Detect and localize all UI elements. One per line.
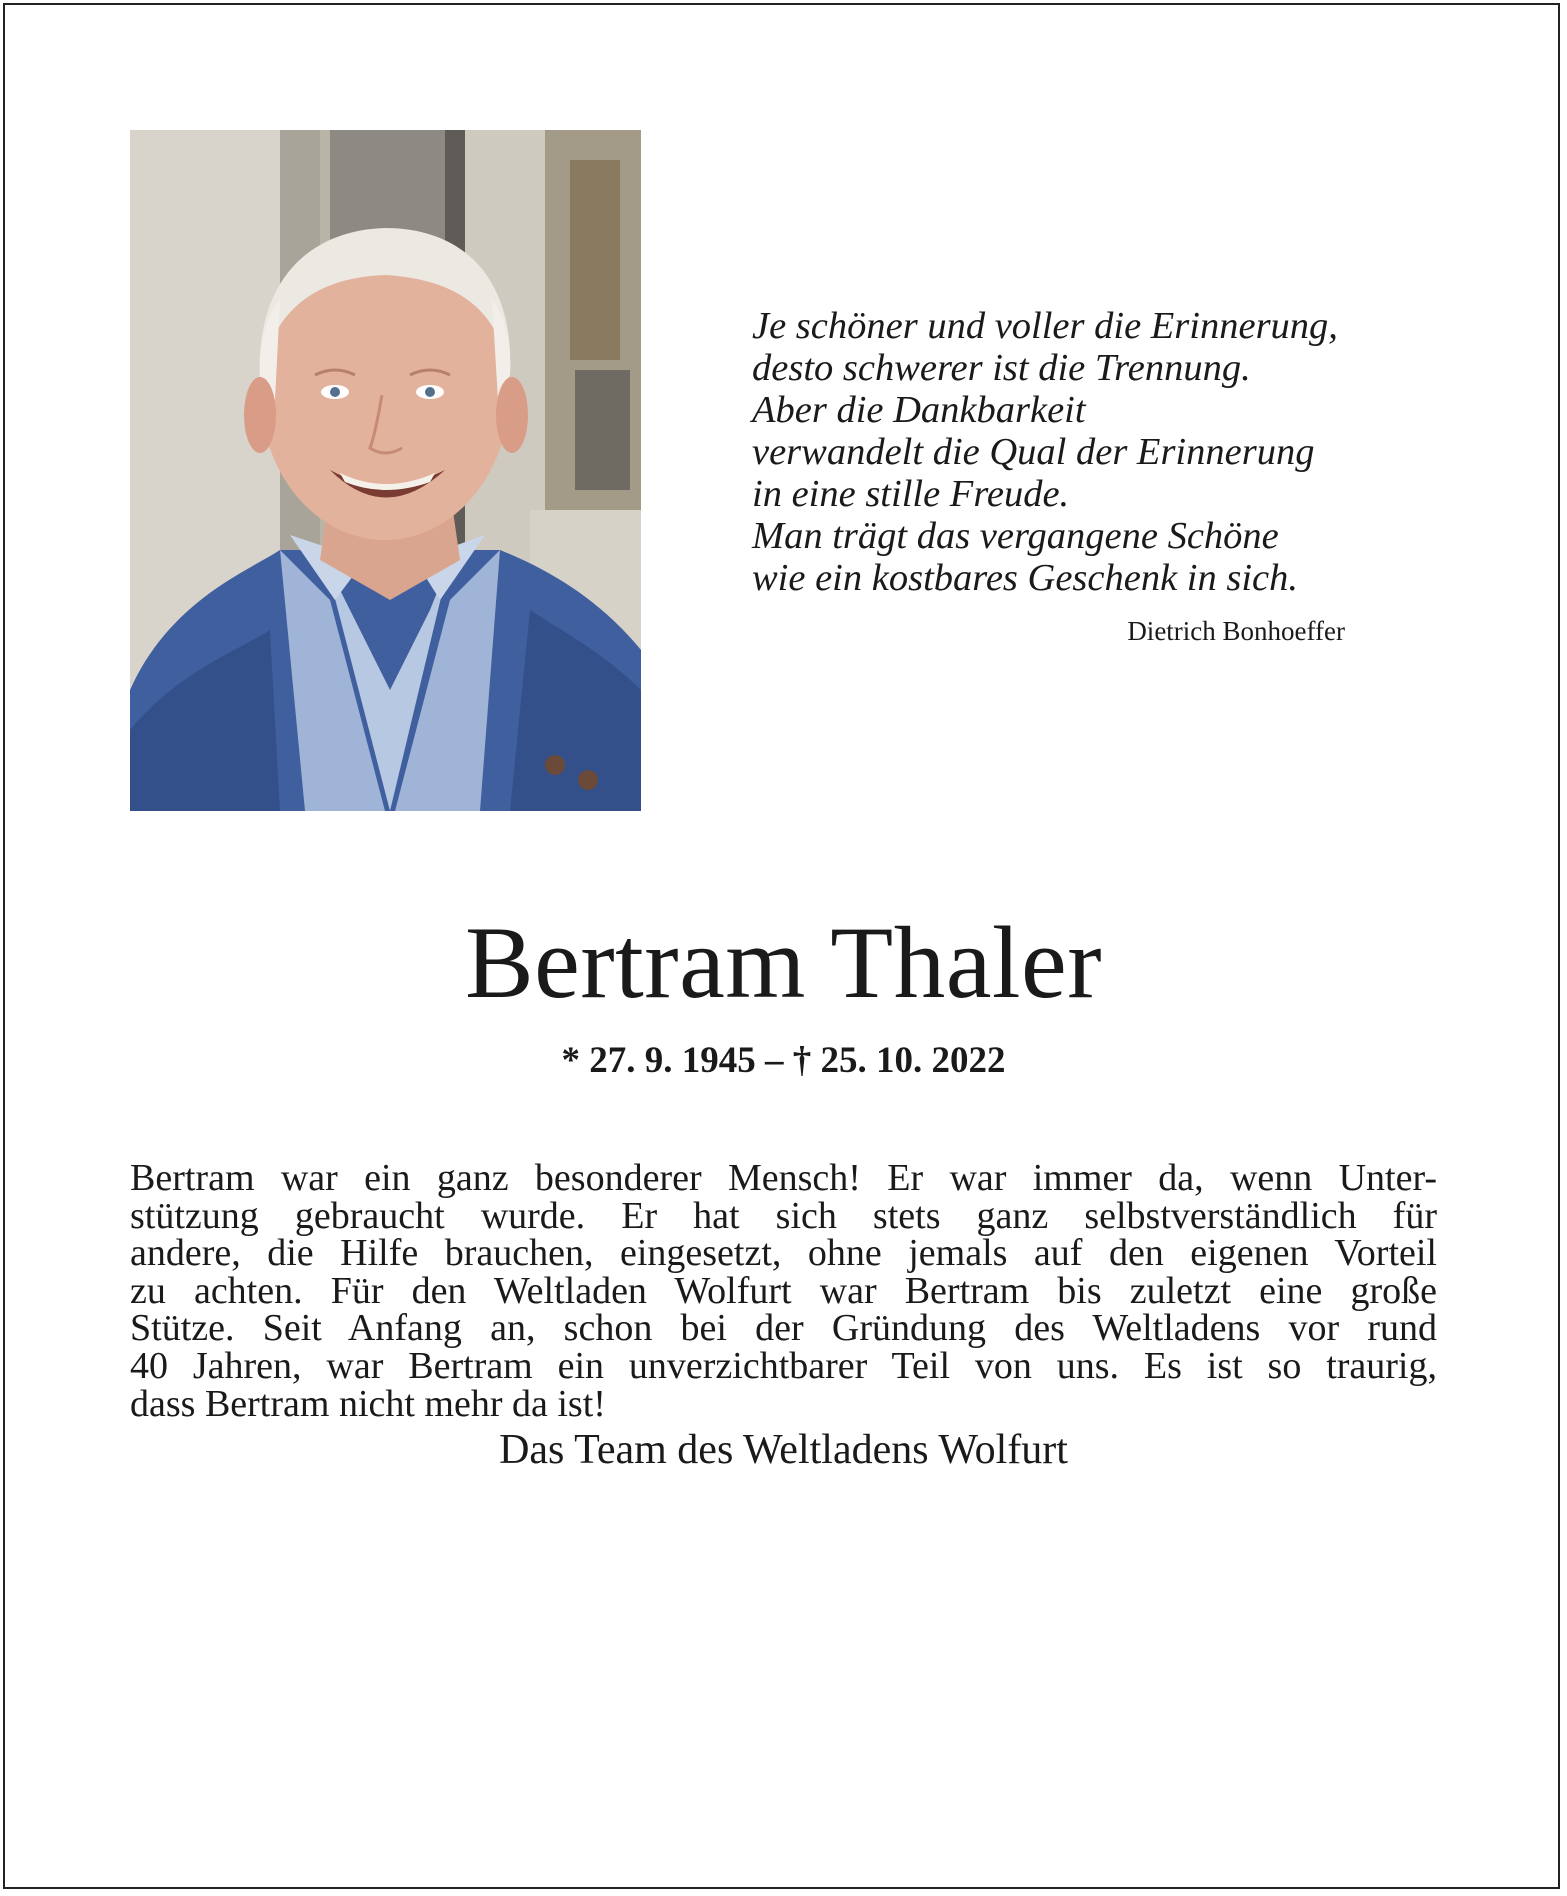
memorial-quote	[752, 305, 1352, 599]
tribute-text	[130, 1157, 1437, 1425]
tribute-line: andere, die Hilfe brauchen, eingesetzt, ohne jemals auf den eigenen Vorteil	[130, 1232, 1437, 1275]
tribute-line: Bertram war ein ganz besonderer Mensch! Er war immer da, wenn Unter-	[130, 1157, 1437, 1199]
tribute-line: zu achten. Für den Weltladen Wolfurt war Bertram bis zuletzt eine große	[130, 1269, 1437, 1312]
portrait-photo-icon	[130, 130, 641, 811]
quote-line: in eine stille Freude.	[752, 473, 1070, 515]
quote-line: Man trägt das vergangene Schöne	[752, 515, 1279, 557]
tribute-line: stützung gebraucht wurde. Er hat sich stets ganz selbstverständlich für	[130, 1194, 1437, 1237]
quote-line: Je schöner und voller die Erinnerung,	[752, 305, 1338, 347]
deceased-name: Bertram Thaler	[464, 906, 1103, 1020]
quote-author: Dietrich Bonhoeffer	[1127, 616, 1345, 646]
quote-line: verwandelt die Qual der Erinnerung	[752, 431, 1315, 473]
life-dates: * 27. 9. 1945 – † 25. 10. 2022	[561, 1040, 1006, 1081]
tribute-line: Stütze. Seit Anfang an, schon bei der Gründung des Weltladens vor rund	[130, 1307, 1437, 1350]
quote-line: wie ein kostbares Geschenk in sich.	[752, 557, 1298, 599]
portrait-photo	[130, 130, 641, 811]
quote-line: Aber die Dankbarkeit	[752, 389, 1086, 431]
tribute-line: 40 Jahren, war Bertram ein unverzichtbarer Teil von uns. Es ist so traurig,	[130, 1344, 1437, 1387]
quote-line: desto schwerer ist die Trennung.	[752, 347, 1251, 389]
signature: Das Team des Weltladens Wolfurt	[499, 1427, 1068, 1473]
tribute-line: dass Bertram nicht mehr da ist!	[130, 1382, 606, 1425]
